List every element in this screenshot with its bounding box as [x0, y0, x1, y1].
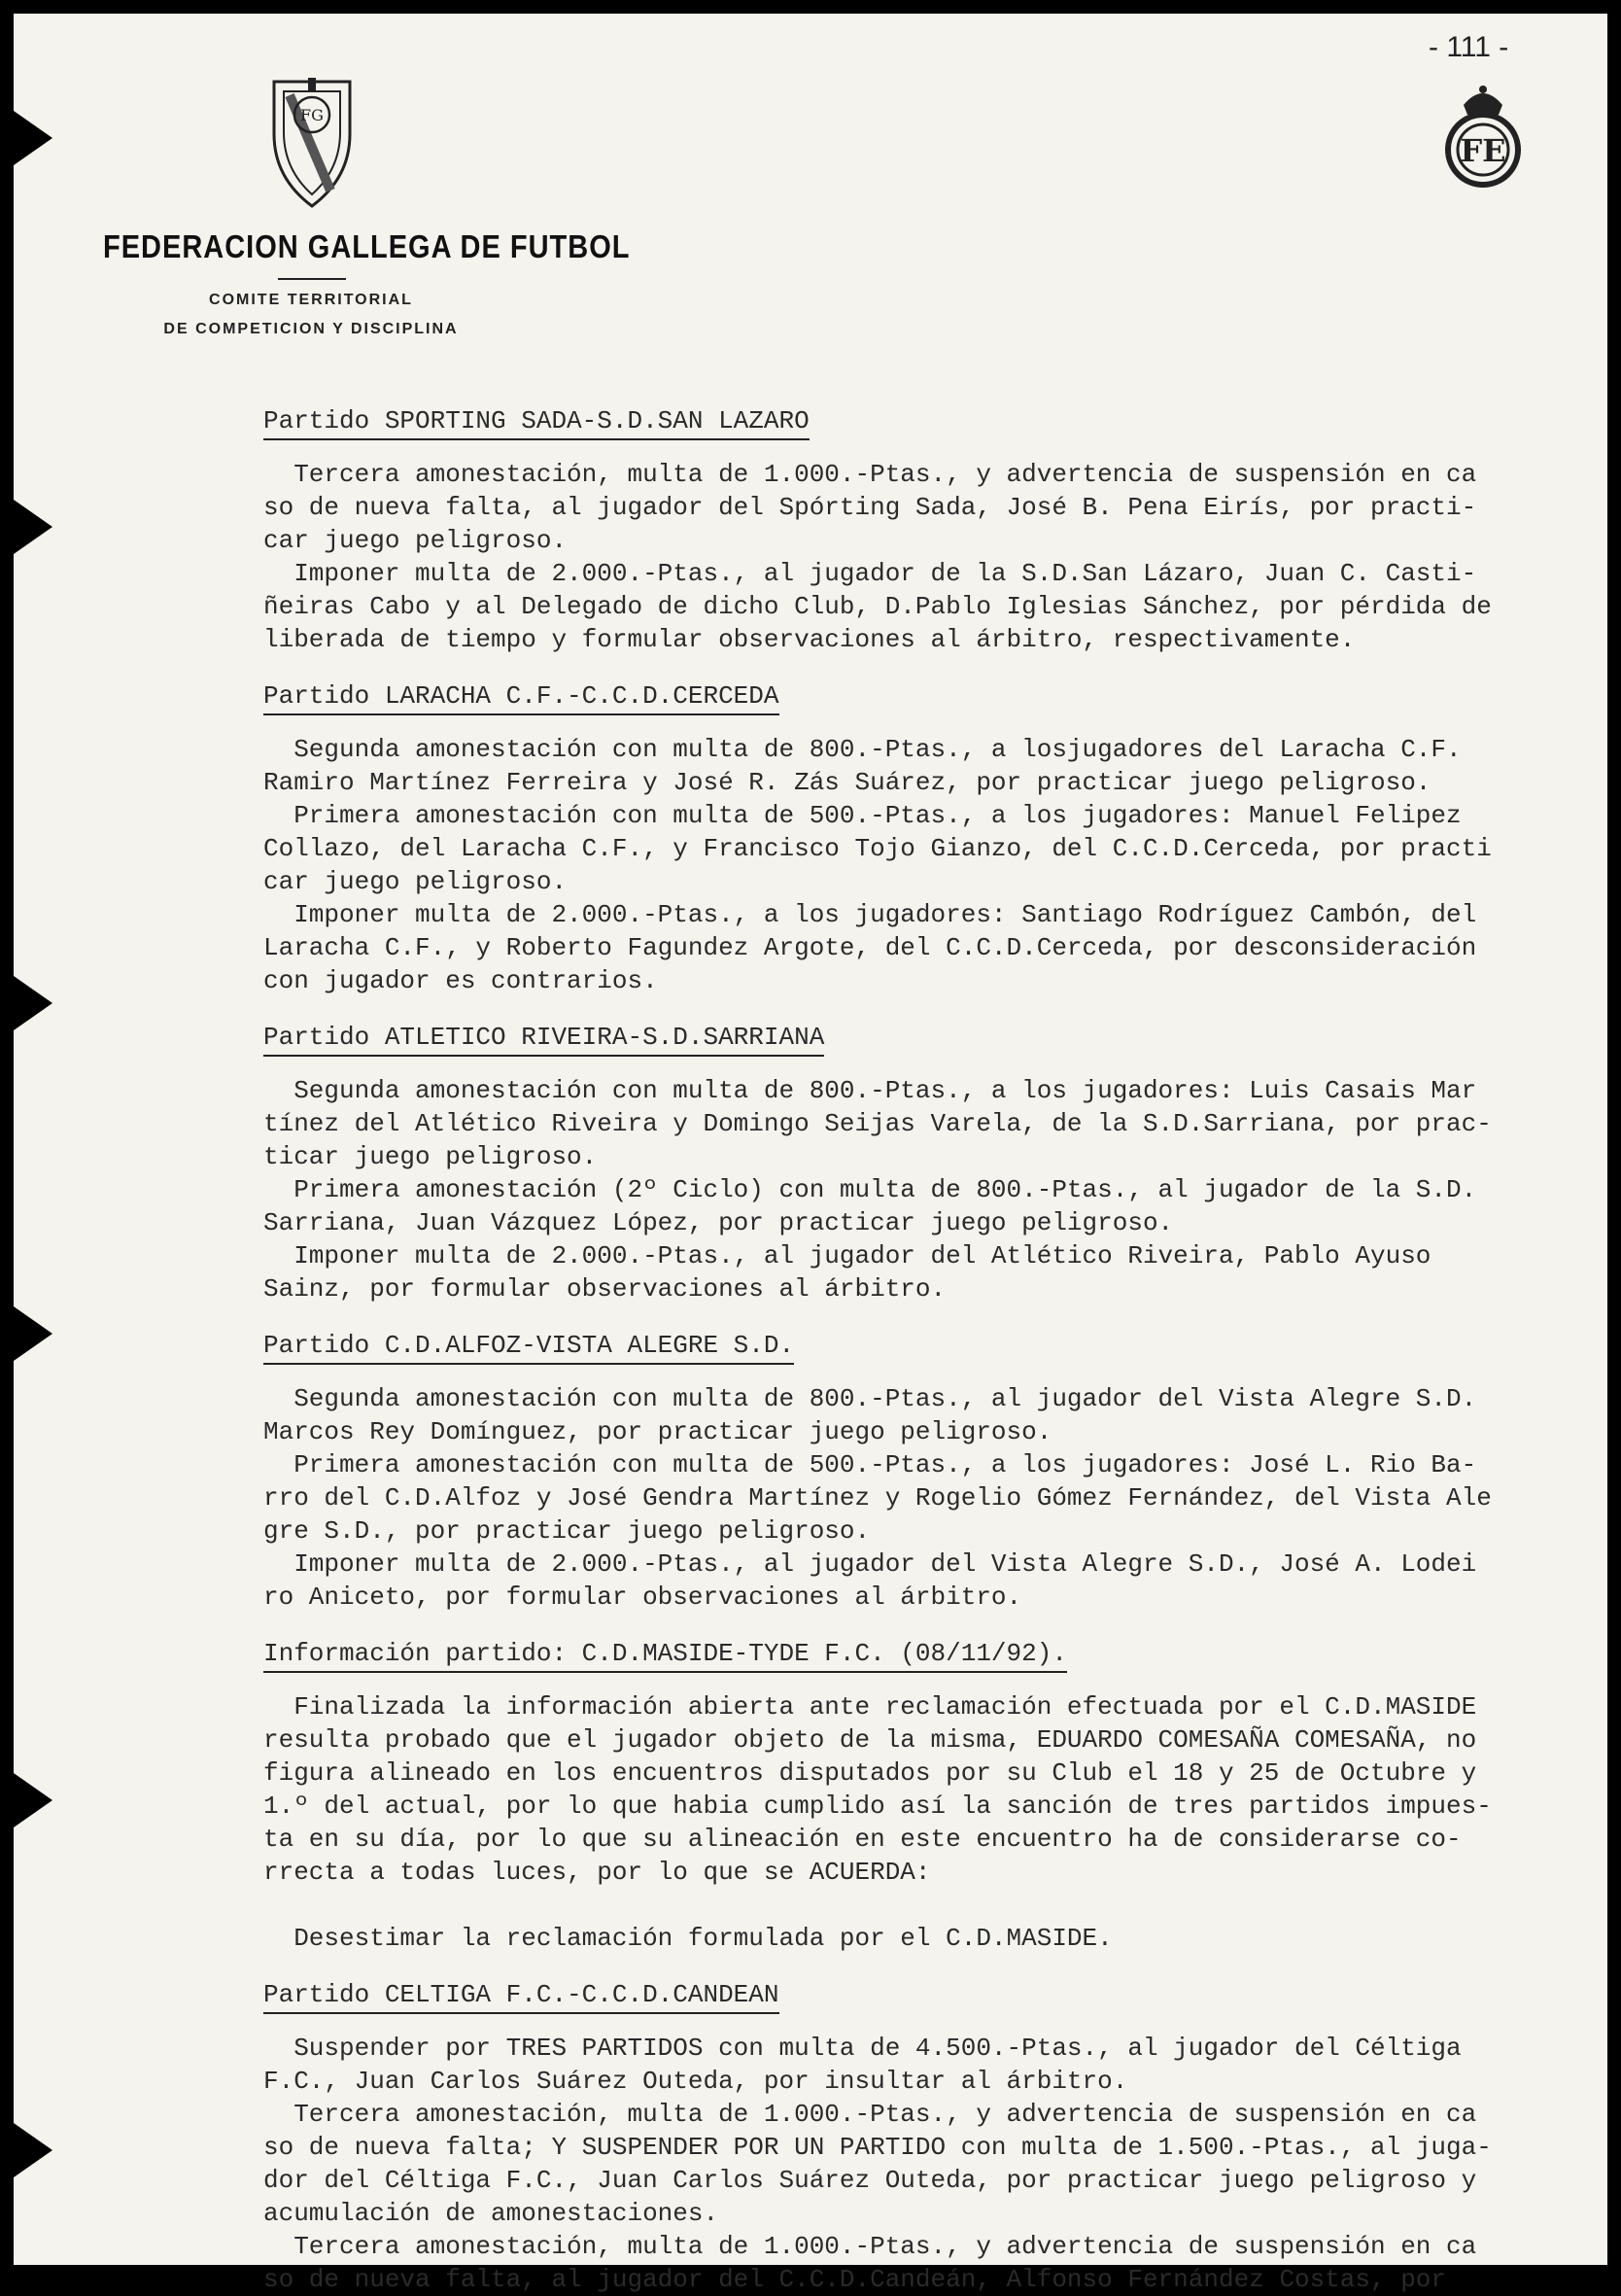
- text-line: liberada de tiempo y formular observaciones al árbitro, respectivamente.: [263, 625, 1356, 654]
- federation-shield-logo: [270, 76, 354, 212]
- match-section: [263, 1629, 1575, 1955]
- text-line: F.C., Juan Carlos Suárez Outeda, por insultar al árbitro.: [263, 2067, 1128, 2096]
- match-section: [263, 1013, 1575, 1305]
- text-line: so de nueva falta; Y SUSPENDER POR UN PARTIDO con multa de 1.500.-Ptas., al juga-: [263, 2133, 1492, 2162]
- text-line: Imponer multa de 2.000.-Ptas., al jugador del Atlético Riveira, Pablo Ayuso: [263, 1241, 1431, 1270]
- text-line: [263, 1889, 1575, 1922]
- text-line: Desestimar la reclamación formulada por el C.D.MASIDE.: [263, 1924, 1113, 1953]
- text-line: con jugador es contrarios.: [263, 966, 658, 995]
- document-body: [263, 397, 1575, 2296]
- text-line: Sainz, por formular observaciones al árbitro.: [263, 1274, 947, 1304]
- text-line: resulta probado que el jugador objeto de la misma, EDUARDO COMESAÑA COMESAÑA, no: [263, 1725, 1477, 1755]
- match-section: [263, 397, 1575, 656]
- section-text: [263, 1074, 1575, 1305]
- text-line: ro Aniceto, por formular observaciones al árbitro.: [263, 1583, 1022, 1612]
- match-section: [263, 672, 1575, 997]
- text-line: acumulación de amonestaciones.: [263, 2199, 719, 2228]
- section-gap: [263, 1614, 1575, 1629]
- text-line: Tercera amonestación, multa de 1.000.-Ptas., y advertencia de suspensión en ca: [263, 2232, 1477, 2261]
- title-divider: [278, 278, 346, 280]
- section-text: [263, 458, 1575, 656]
- section-heading: Partido SPORTING SADA-S.D.SAN LAZARO: [263, 404, 810, 440]
- text-line: dor del Céltiga F.C., Juan Carlos Suárez Outeda, por practicar juego peligroso y: [263, 2166, 1477, 2195]
- match-section: [263, 1321, 1575, 1614]
- punch-hole-notch: [14, 1773, 52, 1827]
- punch-hole-notch: [14, 111, 52, 165]
- section-text: [263, 2032, 1575, 2296]
- section-gap: [263, 1305, 1575, 1321]
- text-line: Imponer multa de 2.000.-Ptas., al jugador del Vista Alegre S.D., José A. Lodei: [263, 1549, 1477, 1579]
- section-heading: Partido LARACHA C.F.-C.C.D.CERCEDA: [263, 679, 779, 715]
- text-line: Segunda amonestación con multa de 800.-Ptas., a los jugadores: Luis Casais Mar: [263, 1076, 1477, 1105]
- section-gap: [263, 997, 1575, 1013]
- section-heading: Partido C.D.ALFOZ-VISTA ALEGRE S.D.: [263, 1329, 794, 1365]
- text-line: Collazo, del Laracha C.F., y Francisco Tojo Gianzo, del C.C.D.Cerceda, por practi: [263, 834, 1492, 863]
- text-line: Tercera amonestación, multa de 1.000.-Ptas., y advertencia de suspensión en ca: [263, 460, 1477, 489]
- committee-line-2: DE COMPETICION Y DISCIPLINA: [163, 321, 459, 337]
- text-line: ticar juego peligroso.: [263, 1142, 598, 1171]
- section-text: [263, 733, 1575, 997]
- text-line: Primera amonestación con multa de 500.-Ptas., a los jugadores: Manuel Felipez: [263, 801, 1462, 830]
- text-line: Ramiro Martínez Ferreira y José R. Zás Suárez, por practicar juego peligroso.: [263, 768, 1431, 797]
- svg-text:FE: FE: [1460, 132, 1506, 169]
- punch-hole-notch: [14, 500, 52, 554]
- section-gap: [263, 656, 1575, 672]
- text-line: Imponer multa de 2.000.-Ptas., a los jugadores: Santiago Rodríguez Cambón, del: [263, 900, 1477, 929]
- section-heading: Partido CELTIGA F.C.-C.C.D.CANDEAN: [263, 1978, 779, 2014]
- text-line: Suspender por TRES PARTIDOS con multa de 4.500.-Ptas., al jugador del Céltiga: [263, 2034, 1462, 2063]
- text-line: figura alineado en los encuentros disputados por su Club el 18 y 25 de Octubre y: [263, 1758, 1477, 1788]
- text-line: tínez del Atlético Riveira y Domingo Seijas Varela, de la S.D.Sarriana, por prac-: [263, 1109, 1492, 1138]
- text-line: rrecta a todas luces, por lo que se ACUERDA:: [263, 1858, 931, 1887]
- section-heading: Información partido: C.D.MASIDE-TYDE F.C. (08/11/92).: [263, 1637, 1067, 1673]
- text-line: Finalizada la información abierta ante reclamación efectuada por el C.D.MASIDE: [263, 1692, 1477, 1722]
- organization-name: FEDERACION GALLEGA DE FUTBOL: [103, 229, 631, 265]
- text-line: gre S.D., por practicar juego peligroso.: [263, 1516, 871, 1546]
- text-line: Imponer multa de 2.000.-Ptas., al jugador de la S.D.San Lázaro, Juan C. Casti-: [263, 559, 1477, 588]
- text-line: ñeiras Cabo y al Delegado de dicho Club, D.Pablo Iglesias Sánchez, por pérdida de: [263, 592, 1492, 621]
- text-line: car juego peligroso.: [263, 526, 568, 555]
- section-gap: [263, 1955, 1575, 1970]
- section-heading: Partido ATLETICO RIVEIRA-S.D.SARRIANA: [263, 1021, 824, 1057]
- text-line: Segunda amonestación con multa de 800.-Ptas., al jugador del Vista Alegre S.D.: [263, 1384, 1477, 1413]
- punch-hole-notch: [14, 2123, 52, 2177]
- text-line: ta en su día, por lo que su alineación en este encuentro ha de considerarse co-: [263, 1825, 1462, 1854]
- punch-hole-notch: [14, 1306, 52, 1361]
- rfef-crown-crest-logo: [1442, 82, 1524, 194]
- page-number: - 111 -: [1429, 31, 1509, 63]
- committee-line-1: COMITE TERRITORIAL: [209, 292, 413, 308]
- section-text: [263, 1690, 1575, 1955]
- text-line: Laracha C.F., y Roberto Fagundez Argote, del C.C.D.Cerceda, por desconsideración: [263, 933, 1477, 962]
- text-line: so de nueva falta, al jugador del Spórting Sada, José B. Pena Eirís, por practi-: [263, 493, 1477, 522]
- svg-text:FG: FG: [300, 106, 324, 124]
- section-text: [263, 1382, 1575, 1614]
- text-line: Marcos Rey Domínguez, por practicar juego peligroso.: [263, 1417, 1052, 1446]
- text-line: so de nueva falta, al jugador del C.C.D.Candeán, Alfonso Fernández Costas, por: [263, 2265, 1446, 2294]
- text-line: Segunda amonestación con multa de 800.-Ptas., a losjugadores del Laracha C.F.: [263, 735, 1462, 764]
- punch-hole-notch: [14, 976, 52, 1030]
- text-line: Tercera amonestación, multa de 1.000.-Ptas., y advertencia de suspensión en ca: [263, 2100, 1477, 2129]
- text-line: car juego peligroso.: [263, 867, 568, 896]
- text-line: rro del C.D.Alfoz y José Gendra Martínez y Rogelio Gómez Fernández, del Vista Ale: [263, 1483, 1492, 1513]
- match-section: [263, 1970, 1575, 2296]
- text-line: Primera amonestación (2º Ciclo) con multa de 800.-Ptas., al jugador de la S.D.: [263, 1175, 1477, 1204]
- text-line: 1.º del actual, por lo que habia cumplido así la sanción de tres partidos impues-: [263, 1792, 1492, 1821]
- text-line: Sarriana, Juan Vázquez López, por practicar juego peligroso.: [263, 1208, 1174, 1237]
- text-line: Primera amonestación con multa de 500.-Ptas., a los jugadores: José L. Rio Ba-: [263, 1450, 1477, 1479]
